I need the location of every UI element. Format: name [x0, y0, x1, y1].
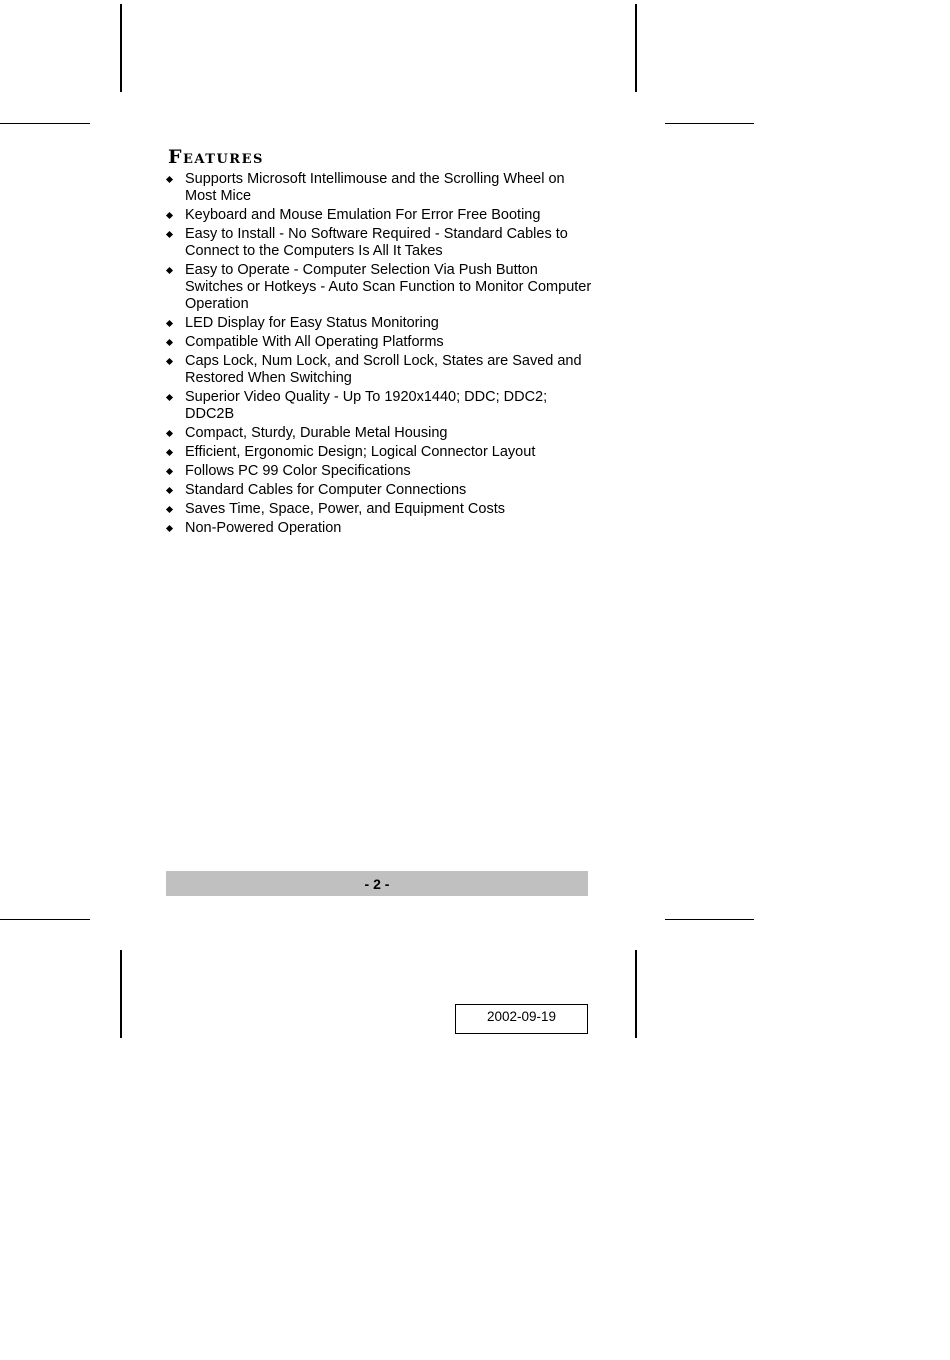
diamond-bullet-icon	[166, 267, 173, 274]
list-item	[166, 444, 596, 461]
diamond-bullet-icon	[166, 394, 173, 401]
diamond-bullet-icon	[166, 339, 173, 346]
list-item	[166, 226, 596, 260]
diamond-bullet-icon	[166, 176, 173, 183]
diamond-bullet-icon	[166, 468, 173, 475]
diamond-bullet-icon	[166, 212, 173, 219]
list-item	[166, 389, 596, 423]
list-item	[166, 482, 596, 499]
feature-text: Superior Video Quality - Up To 1920x1440; DDC; DDC2; DDC2B	[185, 389, 548, 422]
feature-list	[166, 171, 596, 539]
page-number: - 2 -	[364, 876, 390, 892]
list-item	[166, 353, 596, 387]
list-item	[166, 171, 596, 205]
feature-text: Easy to Operate - Computer Selection Via Push Button Switches or Hotkeys - Auto Scan Function to Monitor Computer Operation	[185, 262, 592, 312]
list-item	[166, 315, 596, 332]
crop-mark-top-right-horizontal	[665, 123, 754, 124]
feature-text: LED Display for Easy Status Monitoring	[185, 315, 439, 331]
diamond-bullet-icon	[166, 358, 173, 365]
list-item	[166, 262, 596, 313]
crop-mark-bottom-left-vertical	[120, 950, 122, 1038]
feature-text: Standard Cables for Computer Connections	[185, 482, 467, 498]
diamond-bullet-icon	[166, 487, 173, 494]
diamond-bullet-icon	[166, 449, 173, 456]
feature-text: Compatible With All Operating Platforms	[185, 334, 444, 350]
crop-mark-top-left-horizontal	[0, 123, 90, 124]
feature-text: Follows PC 99 Color Specifications	[185, 463, 411, 479]
list-item	[166, 334, 596, 351]
diamond-bullet-icon	[166, 231, 173, 238]
feature-text: Keyboard and Mouse Emulation For Error Free Booting	[185, 207, 541, 223]
crop-mark-bottom-left-horizontal	[0, 919, 90, 920]
date-stamp-box	[455, 1004, 588, 1034]
section-heading: Features	[168, 146, 264, 168]
feature-text: Supports Microsoft Intellimouse and the Scrolling Wheel on Most Mice	[185, 171, 565, 204]
page-number-bar	[166, 871, 588, 896]
feature-text: Easy to Install - No Software Required - Standard Cables to Connect to the Computers Is All It Takes	[185, 226, 568, 259]
list-item	[166, 520, 596, 537]
feature-text: Non-Powered Operation	[185, 520, 342, 536]
crop-mark-bottom-right-vertical	[635, 950, 637, 1038]
list-item	[166, 207, 596, 224]
feature-text: Compact, Sturdy, Durable Metal Housing	[185, 425, 448, 441]
diamond-bullet-icon	[166, 430, 173, 437]
list-item	[166, 463, 596, 480]
crop-mark-top-right-vertical	[635, 4, 637, 92]
list-item	[166, 425, 596, 442]
feature-text: Caps Lock, Num Lock, and Scroll Lock, States are Saved and Restored When Switching	[185, 353, 582, 386]
diamond-bullet-icon	[166, 525, 173, 532]
feature-text: Saves Time, Space, Power, and Equipment Costs	[185, 501, 505, 517]
date-stamp: 2002-09-19	[486, 1009, 557, 1024]
diamond-bullet-icon	[166, 320, 173, 327]
crop-mark-top-left-vertical	[120, 4, 122, 92]
feature-text: Efficient, Ergonomic Design; Logical Connector Layout	[185, 444, 536, 460]
list-item	[166, 501, 596, 518]
diamond-bullet-icon	[166, 506, 173, 513]
crop-mark-bottom-right-horizontal	[665, 919, 754, 920]
